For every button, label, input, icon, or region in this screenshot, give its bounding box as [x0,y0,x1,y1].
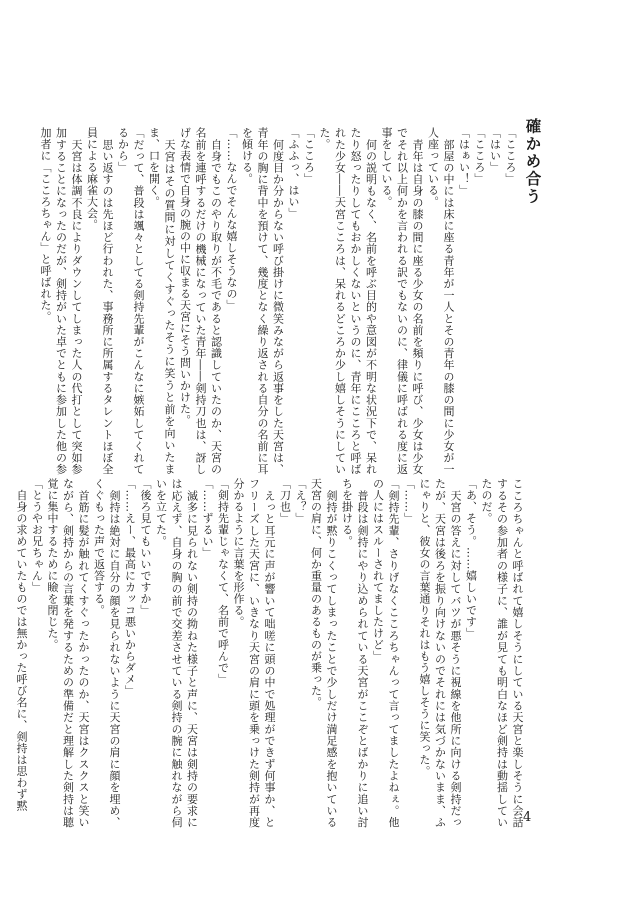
paragraph: 「とうやお兄ちゃん」 [30,478,44,593]
paragraph: 天宮は体調不良によりダウンしてしまった人の代打として突如参加することになったのだが、剣持がいた卓でともに参加した他の参加者に「こころちゃん」と呼ばれた。 [39,127,83,475]
paragraph: 天宮の答えに対してバツが悪そうに視線を他所に向ける剣持だったが、天宮は後ろを振り向けないのでそれには気づかないまま、ふにゃりと、彼女の言葉通りそれはもう嬉しそうに笑った。 [418,478,462,828]
paragraph: 「後ろ見てもいいですか」 [139,478,152,616]
paragraph: 「あ、そう。……嬉しいです」 [464,478,478,639]
paragraph: 「刀也」 [278,478,292,524]
lower-text-column [15,478,525,829]
paragraph: 剣持が黙りこくってしまったことで少しだけ満足感を抱いている天宮の肩に、何か重量のあるものが乗った。 [309,478,338,829]
paragraph: 剣持は絶対に自分の顔を見られないように天宮の肩に顔を埋め、くぐもった声で返答する。 [92,478,121,829]
paragraph: 首筋に髪が触れてくすぐったかったのか、天宮はクスクスと笑いながら、剣持からの言葉を発するための準備だと理解した剣持は聴覚に集中するために瞼を閉じた。 [46,478,90,828]
paragraph: 「こころ」 [504,127,517,185]
paragraph: 天宮はその質問に対してくすぐったそうに笑うと前を向いたまま、口を開く。 [147,127,176,475]
paragraph: 「……」 [402,478,416,524]
paragraph: 滅多に見られない剣持の拗ねた様子と声に、天宮は剣持の要求には応えず、自身の胸の前で交差させている剣持の腕に触れながら伺いを立てた。 [154,478,199,828]
paragraph: 部屋の中には床に座る青年が一人とその青年の膝の間に少女が一人座っている。 [426,127,455,476]
paragraph: 「こころ」 [473,127,486,185]
paragraph: こころちゃんと呼ばれて嬉しそうにしている天宮と楽しそうに会話するその参加者の様子に、誰が見ても明白なほど剣持は動揺していたのだ。 [480,478,524,828]
paragraph: 自身の求めていたものでは無かった呼び名に、剣持は思わず黙 [15,478,28,812]
paragraph: 普段は剣持にやり込められている天宮がここぞとばかりに追い討ちを掛ける。 [340,478,369,828]
paragraph: 「……えー、最高にカッコ悪いからダメ」 [123,478,137,697]
paragraph: 「はぁい！」 [457,127,471,196]
paragraph: 「剣持先輩、さりげなくこころちゃんって言ってましたよねぇ。他の人にはスルーされてましたけど」 [371,478,400,828]
paragraph: 何の説明もなく、名前を呼ぶ目的や意図が不明な状況下で、呆れたり怒ったりしてもおかしくないというのに、青年にこころと呼ばれた少女――天宮こころは、呆れるどころか少し嬉しそうにしていた。 [318,127,378,475]
paragraph: 「こころ」 [302,127,316,185]
page-title: 確かめ合う [523,118,542,206]
upper-text-column [39,127,518,476]
page-number: 4 [523,810,532,825]
paragraph: 思い返すのは先ほど行われた、事務所に所属するタレントほぼ全員による麻雀大会。 [85,127,114,475]
paragraph: 「……なんでそんな嬉しそうなの」 [225,127,238,311]
paragraph: 「だって、普段は颯々としてる剣持先輩がこんなに嫉妬してくれてるから」 [116,127,145,475]
paragraph: えっと耳元に声が響いて咄嗟に頭の中で処理ができず何事か、とフリーズした天宮に、いきなり天宮の肩に頭を乗っけた剣持が再度分かるように言葉を形作る。 [232,478,276,828]
paragraph: 「え？」 [294,478,307,524]
paragraph: 「剣持先輩じゃなくて、名前で呼んで」 [216,478,230,685]
paragraph: 青年は自身の膝の間に座る少女の名前を頻りに呼び、少女は少女でそれ以上何かを言われる訳でもないのに、律儀に呼ばれる度に返事をしている。 [380,127,424,475]
paragraph: 「ふふっ、はい」 [287,127,300,219]
paragraph: 「……ずるい」 [201,478,214,559]
paragraph: 何度目か分からない呼び掛けに微笑みながら返事をした天宮は、青年の胸に背中を預けて、幾度となく繰り返される自分の名前に耳を傾ける。 [240,127,285,475]
paragraph: 「はい」 [488,127,502,173]
paragraph: 自身でもこのやり取りが不毛であると認識していたのか、天宮の名前を連呼するだけの機械になっていた青年――剣持刀也は、訝しげな表情で自身の腕の中に収まる天宮にそう問いかけた。 [178,127,223,475]
